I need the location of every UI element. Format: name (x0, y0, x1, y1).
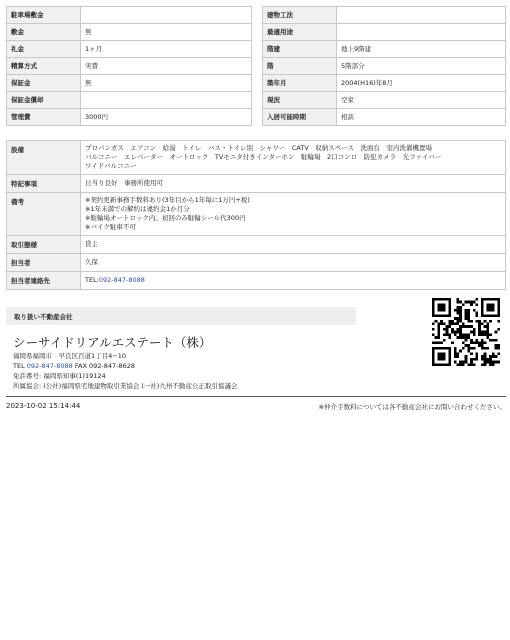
row-value: 相談 (337, 109, 506, 126)
print-timestamp: 2023-10-02 15:14:44 (6, 402, 81, 410)
equipment-line: バルコニー エレベーター オートロック TVモニタ付きインターホン 駐輪場 2口コンロ 防犯カメラ 光ファイバー (85, 153, 442, 161)
staff-value: 久保 (81, 254, 506, 272)
company-address: 福岡県福岡市 早良区百道1丁目4−10 (13, 352, 126, 360)
row-label: 階建 (263, 41, 337, 58)
row-label: 担当者連絡先 (7, 272, 81, 290)
table-row (7, 58, 252, 75)
company-name: シーサイドリアルエステート（株） (13, 335, 212, 350)
contact-row (7, 272, 506, 290)
table-row (263, 41, 506, 58)
row-label: 建物工法 (263, 7, 337, 24)
table-row (7, 92, 252, 109)
row-value (337, 7, 506, 24)
row-label: 担当者 (7, 254, 81, 272)
row-value: 無 (81, 24, 252, 41)
equipment-value (81, 141, 506, 175)
row-value (81, 92, 252, 109)
transaction-row (7, 236, 506, 254)
contact-prefix: TEL: (85, 276, 99, 284)
company-association: 所属協会: (公社)福岡県宅地建物取引業協会 (一社)九州不動産公正取引協議会 (13, 382, 238, 390)
row-label: 保証金 (7, 75, 81, 92)
company-info (13, 351, 237, 391)
row-label: 最適用途 (263, 24, 337, 41)
notes-value (81, 193, 506, 236)
row-value: 実費 (81, 58, 252, 75)
row-label: 取引態様 (7, 236, 81, 254)
equipment-row (7, 141, 506, 175)
row-label: 礼金 (7, 41, 81, 58)
note-line: ※契約更新事務手数料あり(3年目から1年毎に1万円+税) (85, 196, 250, 204)
note-line: ※バイク駐車不可 (85, 223, 136, 231)
row-label: 備考 (7, 193, 81, 236)
equipment-line: ワイドバルコニー (85, 162, 137, 170)
row-label: 敷金 (7, 24, 81, 41)
table-row (7, 24, 252, 41)
row-value (337, 24, 506, 41)
table-row (263, 7, 506, 24)
company-license: 免許番号: 福岡県知事(1)19124 (13, 372, 106, 380)
contact-phone-link[interactable]: 092-847-8088 (98, 276, 145, 284)
building-table (262, 6, 506, 126)
table-row (7, 109, 252, 126)
contact-value (81, 272, 506, 290)
row-label: 築年月 (263, 75, 337, 92)
footer-divider (6, 396, 506, 397)
qr-code-icon (432, 298, 500, 366)
row-value: 3000円 (81, 109, 252, 126)
row-label: 特記事項 (7, 175, 81, 193)
company-fax: FAX 092-847-8628 (72, 362, 136, 370)
row-value (81, 7, 252, 24)
terms-table (6, 6, 252, 126)
row-label: 管理費 (7, 109, 81, 126)
row-label: 入居可能時期 (263, 109, 337, 126)
table-row (7, 75, 252, 92)
features-row (7, 175, 506, 193)
company-tel-link[interactable]: 092-847-8088 (26, 362, 73, 370)
row-value: 空家 (337, 92, 506, 109)
company-phones (13, 361, 237, 371)
row-label: 精算方式 (7, 58, 81, 75)
notes-row (7, 193, 506, 236)
row-label: 駐車場敷金 (7, 7, 81, 24)
row-value: 5階部分 (337, 58, 506, 75)
row-value: 地上9階建 (337, 41, 506, 58)
tel-prefix: TEL (13, 362, 27, 370)
transaction-value: 貸主 (81, 236, 506, 254)
row-label: 設備 (7, 141, 81, 175)
row-value: 無 (81, 75, 252, 92)
table-row (263, 58, 506, 75)
agent-section-header: 取り扱い不動産会社 (6, 307, 356, 325)
staff-row (7, 254, 506, 272)
row-value: 2004(H16)年8月 (337, 75, 506, 92)
row-value: 1ヶ月 (81, 41, 252, 58)
note-line: ※1年未満での解約は違約金1か月分 (85, 205, 190, 213)
row-label: 現況 (263, 92, 337, 109)
table-row (7, 41, 252, 58)
row-label: 階 (263, 58, 337, 75)
table-row (263, 92, 506, 109)
table-row (263, 24, 506, 41)
features-value: 日当り良好 事務所使用可 (81, 175, 506, 193)
table-row (263, 109, 506, 126)
fee-note: ※仲介手数料については各不動産会社にお問い合わせください。 (318, 403, 506, 411)
table-row (7, 7, 252, 24)
table-row (263, 75, 506, 92)
details-table (6, 140, 506, 290)
equipment-line: プロパンガス エアコン 給湯 トイレ バス・トイレ別 シャワー CATV 収納スペース 洗面台 室内洗濯機置場 (85, 144, 432, 152)
row-label: 保証金償却 (7, 92, 81, 109)
note-line: ※駐輪場オートロック内。初回のみ駐輪シール代300円 (85, 214, 246, 222)
